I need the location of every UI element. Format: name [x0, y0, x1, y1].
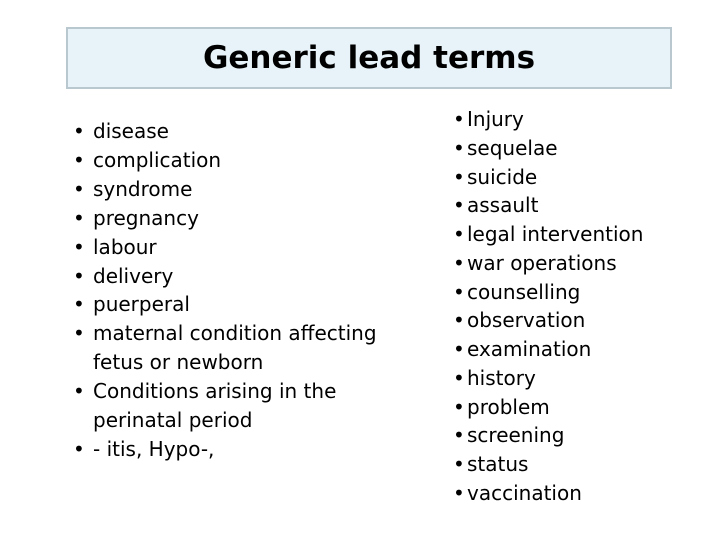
- term-text: Injury: [467, 107, 524, 131]
- bullet-icon: •: [73, 176, 85, 201]
- term-text: disease: [93, 119, 169, 143]
- bullet-icon: •: [73, 263, 85, 288]
- bullet-icon: •: [453, 337, 465, 361]
- term-text: legal intervention: [467, 222, 644, 246]
- term-text: puerperal: [93, 292, 190, 317]
- term-text: vaccination: [467, 480, 582, 505]
- term-text: delivery: [93, 263, 174, 288]
- list-item: [73, 175, 403, 204]
- term-text: status: [467, 452, 529, 476]
- left-term-list: [73, 117, 403, 464]
- bullet-icon: •: [453, 193, 465, 218]
- bullet-icon: •: [453, 452, 465, 476]
- list-item: [73, 117, 403, 146]
- bullet-icon: •: [453, 365, 465, 390]
- term-text: - itis, Hypo-,: [93, 436, 215, 461]
- list-item: [73, 146, 403, 175]
- bullet-icon: •: [453, 308, 465, 333]
- list-item: [453, 278, 715, 307]
- list-item: [453, 335, 715, 364]
- list-item: [73, 377, 403, 435]
- term-text: labour: [93, 234, 157, 259]
- term-text: assault: [467, 193, 539, 218]
- list-item: [453, 105, 715, 134]
- term-text: counselling: [467, 279, 581, 304]
- bullet-icon: •: [453, 222, 465, 246]
- list-item: [73, 262, 403, 291]
- bullet-icon: •: [453, 107, 465, 131]
- bullet-icon: •: [453, 279, 465, 304]
- list-item: [453, 191, 715, 220]
- list-item: [453, 163, 715, 192]
- title-box: [66, 27, 672, 89]
- bullet-icon: •: [453, 164, 465, 189]
- list-item: [73, 233, 403, 262]
- term-text: complication: [93, 147, 222, 172]
- term-text: maternal condition affecting fetus or newborn: [93, 321, 377, 375]
- bullet-icon: •: [73, 147, 85, 172]
- slide-title: Generic lead terms: [202, 40, 536, 76]
- term-text: pregnancy: [93, 205, 199, 230]
- list-item: [453, 393, 715, 422]
- list-item: [453, 421, 715, 450]
- right-term-list: [453, 105, 715, 508]
- term-text: problem: [467, 394, 550, 419]
- bullet-icon: •: [453, 135, 465, 160]
- bullet-icon: •: [73, 234, 85, 259]
- term-text: syndrome: [93, 176, 193, 201]
- term-text: sequelae: [467, 135, 558, 160]
- list-item: [73, 204, 403, 233]
- list-item: [453, 364, 715, 393]
- term-text: suicide: [467, 164, 538, 189]
- list-item: [453, 450, 715, 479]
- term-text: Conditions arising in the perinatal period: [93, 379, 337, 433]
- term-text: examination: [467, 337, 592, 361]
- bullet-icon: •: [453, 423, 465, 448]
- list-item: [453, 249, 715, 278]
- list-item: [73, 319, 403, 377]
- list-item: [453, 134, 715, 163]
- term-text: war operations: [467, 250, 617, 275]
- list-item: [73, 435, 403, 464]
- list-item: [453, 220, 715, 249]
- bullet-icon: •: [73, 292, 85, 317]
- term-text: observation: [467, 308, 586, 333]
- list-item: [73, 290, 403, 319]
- list-item: [453, 479, 715, 508]
- bullet-icon: •: [453, 394, 465, 419]
- list-item: [453, 306, 715, 335]
- term-text: history: [467, 365, 536, 390]
- bullet-icon: •: [453, 480, 465, 505]
- bullet-icon: •: [73, 321, 85, 346]
- bullet-icon: •: [73, 119, 85, 143]
- bullet-icon: •: [453, 250, 465, 275]
- bullet-icon: •: [73, 436, 85, 461]
- term-text: screening: [467, 423, 565, 448]
- bullet-icon: •: [73, 379, 85, 404]
- bullet-icon: •: [73, 205, 85, 230]
